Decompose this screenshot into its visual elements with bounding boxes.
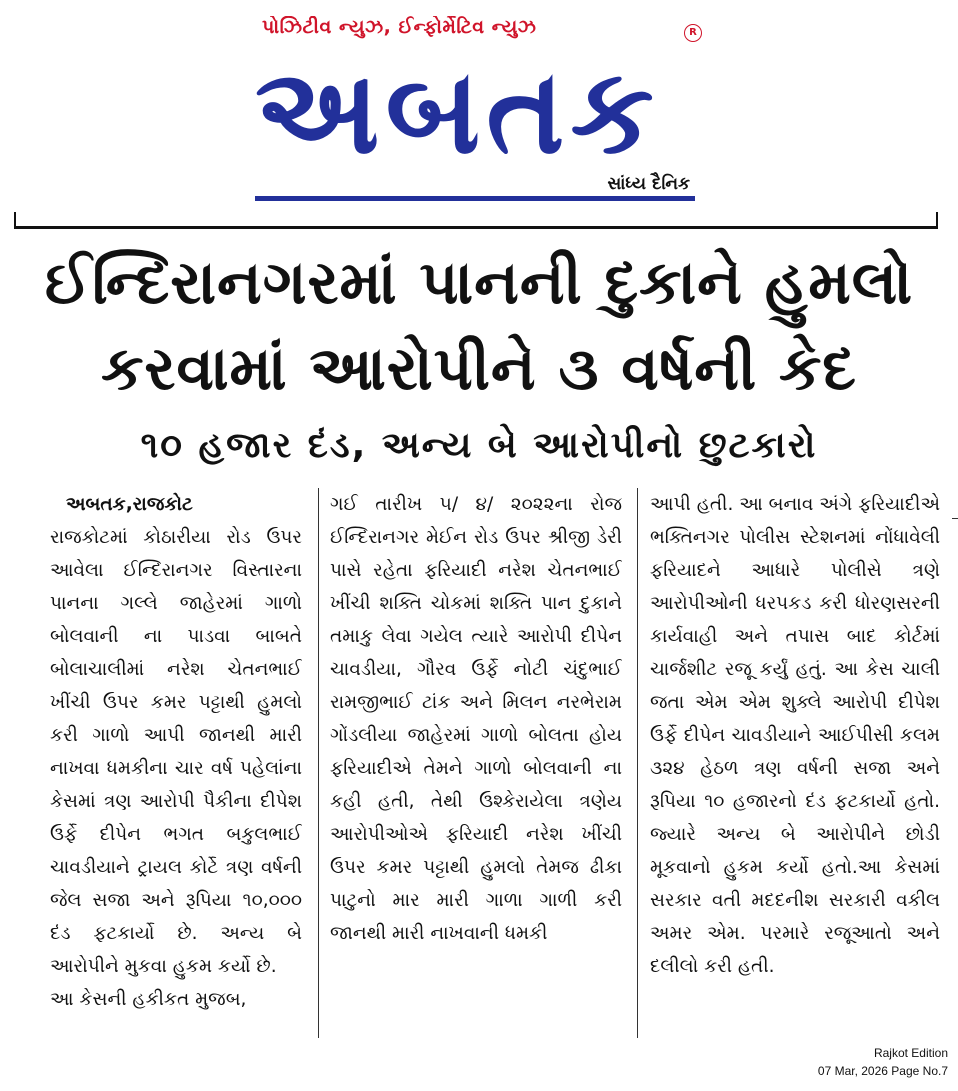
edition-name: Rajkot Edition: [873, 1046, 948, 1060]
headline: [10, 240, 948, 412]
subheadline: ૧૦ હજાર દંડ, અન્ય બે આરોપીનો છુટકારો: [140, 425, 818, 466]
article-column-2: [330, 488, 622, 1048]
dateline: અબતક,રાજકોટ: [66, 494, 193, 515]
article-body: [36, 488, 940, 1048]
article-column-3: [650, 488, 940, 1048]
article-column-1: [36, 488, 302, 1048]
article-paragraph-3: ગઈ તારીખ ૫/ ૪/ ૨૦૨૨ના રોજ ઈન્દિરાનગર મેઈન રોડ ઉપર શ્રીજી ડેરી પાસે રહેતા ફરિયાદી નરેશ ચેતનભાઈ ખીંચી શક્તિ ચોકમાં શક્તિ પાન દુકાને તમાકુ લેવા ગયેલ ત્યારે આરોપી દીપેન ચાવડીયા, ગૌરવ ઉર્ફે નોટી ચંદુભાઈ રામજીભાઈ ટાંક અને મિલન નરભેરામ ગોંડલીયા જાહેરમાં ગાળો બોલતા હોય ફરિયાદીએ તેમને ગાળો બોલવાની ના કહી હતી, તેથી ઉશ્કેરાયેલા ત્રણેય આરોપીઓએ ફરિયાદી નરેશ ખીંચી ઉપર કમર પટ્ટાથી હુમલો તેમજ ઢીકા પાટુનો માર મારી ગાળા ગાળી કરી જાનથી મારી નાખવાની ધમકી: [330, 494, 622, 944]
article-paragraph-1: રાજકોટમાં કોઠારીયા રોડ ઉપર આવેલા ઈન્દિરાનગર વિસ્તારના પાનના ગલ્લે જાહેરમાં ગાળો બોલવાની ના પાડવા બાબતે બોલાચાલીમાં નરેશ ચેતનભાઈ ખીંચી ઉપર કમર પટ્ટાથી હુમલો કરી ગાળો આપી જાનથી મારી નાખવા ધમકીના ચાર વર્ષ પહેલાંના કેસમાં ત્રણ આરોપી પૈકીના દીપેશ ઉર્ફે દીપેન ભગત બકુલભાઈ ચાવડીયાને ટ્રાયલ કોર્ટે ત્રણ વર્ષની જેલ સજા અને રૂપિયા ૧૦,૦૦૦ દંડ ફટકાર્યો છે. અન્ય બે આરોપીને મુકવા હુકમ કર્યો છે.: [50, 527, 302, 977]
edition-date-page: 07 Mar, 2026 Page No.7: [817, 1064, 948, 1078]
column-divider-1: [318, 488, 319, 1038]
column-divider-2: [637, 488, 638, 1038]
masthead-subtitle: સાંધ્ય દૈનિક: [607, 174, 690, 194]
headline-line-2: કરવામાં આરોપીને ૩ વર્ષની કેદ: [101, 334, 857, 404]
newspaper-logo: અબતક: [255, 42, 660, 180]
article-paragraph-4: આપી હતી. આ બનાવ અંગે ફરિયાદીએ ભક્તિનગર પોલીસ સ્ટેશનમાં નોંધાવેલી ફરિયાદને આધારે પોલીસે ત્રણે આરોપીઓની ધરપકડ કરી ધોરણસરની કાર્યવાહી અને તપાસ બાદ કોર્ટમાં ચાર્જશીટ રજૂ કર્યું હતું. આ કેસ ચાલી જતા એમ એમ શુક્લે આરોપી દીપેશ ઉર્ફે દીપેન ચાવડીયાને આઈપીસી કલમ ૩૨૪ હેઠળ ત્રણ વર્ષની સજા અને રૂપિયા ૧૦ હજારનો દંડ ફટકાર્યો હતો. જ્યારે અન્ય બે આરોપીને છોડી મૂકવાનો હુકમ કર્યો હતો.આ કેસમાં સરકાર વતી મદદનીશ સરકારી વકીલ અમર એમ. પરમારે રજૂઆતો અને દલીલો કરી હતી.: [650, 494, 940, 977]
headline-line-1: ઈન્દિરાનગરમાં પાનની દુકાને હુમલો: [44, 248, 914, 318]
edition-info: [748, 1044, 948, 1080]
masthead: [0, 0, 958, 215]
article-paragraph-2: આ કેસની હકીકત મુજબ,: [50, 989, 247, 1010]
header-divider: [14, 226, 938, 229]
edge-mark: [952, 518, 958, 519]
registered-mark-icon: R: [684, 24, 702, 42]
masthead-tagline: પોઝિટીવ ન્યુઝ, ઈન્ફોર્મેટિવ ન્યુઝ: [262, 16, 537, 38]
